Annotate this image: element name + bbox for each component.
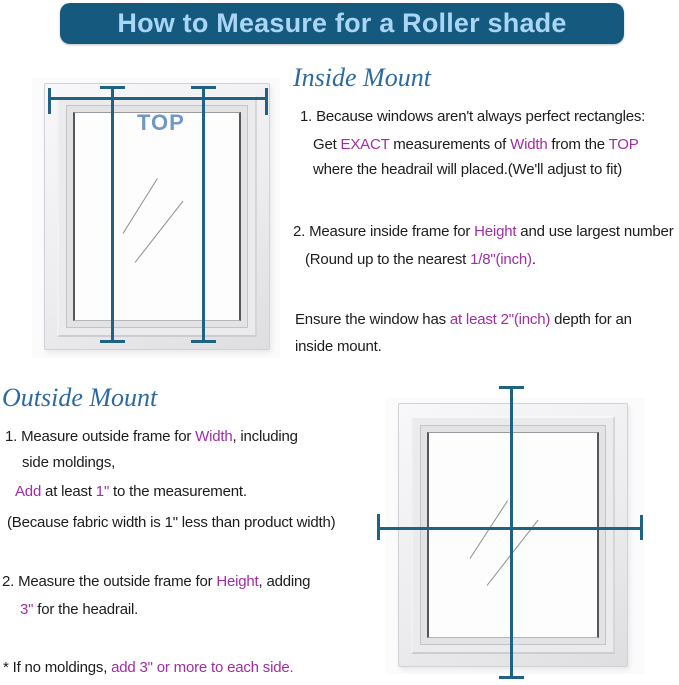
outside-mount-heading: Outside Mount — [2, 383, 158, 412]
outside-step2-line1: 2. Measure the outside frame for Height, adding — [2, 573, 311, 590]
width-measure-line — [49, 97, 268, 100]
inside-step1-line3: where the headrail will placed.(We'll adjust to fit) — [313, 161, 623, 178]
window-glass — [73, 112, 241, 321]
inside-mount-heading: Inside Mount — [293, 63, 431, 92]
moldings-note: * If no moldings, add 3" or more to each side. — [3, 659, 294, 676]
title-bar — [60, 3, 624, 44]
page-title: How to Measure for a Roller shade — [117, 8, 567, 38]
width-measure-cap-right — [265, 88, 268, 115]
height-measure-cap-top-right — [191, 86, 216, 89]
height-measure-line — [510, 387, 513, 678]
inside-step1-line2: Get EXACT measurements of Width from the TOP — [313, 136, 639, 153]
inside-step2-line1: 2. Measure inside frame for Height and use largest number — [293, 223, 674, 240]
outside-step1-line1: 1. Measure outside frame for Width, including — [5, 428, 298, 445]
height-measure-cap-bottom — [499, 676, 524, 679]
inside-step2-line2: (Round up to the nearest 1/8"(inch). — [305, 251, 536, 268]
outside-step1-line3: Add at least 1" to the measurement. — [15, 483, 247, 500]
inside-step1-line1: 1. Because windows aren't always perfect rectangles: — [300, 108, 646, 125]
width-measure-cap-left — [48, 88, 51, 114]
outside-step1-line4: (Because fabric width is 1" less than product width) — [7, 514, 336, 531]
outside-step2-line2: 3" for the headrail. — [20, 601, 139, 618]
top-label: TOP — [137, 110, 185, 135]
height-measure-line-right — [202, 87, 205, 343]
height-measure-line-left — [111, 87, 114, 343]
height-measure-cap-top-left — [100, 86, 125, 89]
width-measure-line — [378, 527, 642, 530]
outside-mount-window-illustration — [398, 403, 628, 667]
height-measure-cap-top — [499, 386, 524, 389]
window-glass — [427, 432, 599, 638]
height-measure-cap-bottom-right — [191, 340, 216, 343]
height-measure-cap-bottom-left — [100, 340, 125, 343]
depth-note-line2: inside mount. — [295, 338, 382, 355]
depth-note-line1: Ensure the window has at least 2"(inch) depth for an — [295, 311, 632, 328]
width-measure-cap-left — [377, 514, 380, 540]
width-measure-cap-right — [640, 515, 643, 540]
outside-step1-line2: side moldings, — [22, 454, 116, 471]
